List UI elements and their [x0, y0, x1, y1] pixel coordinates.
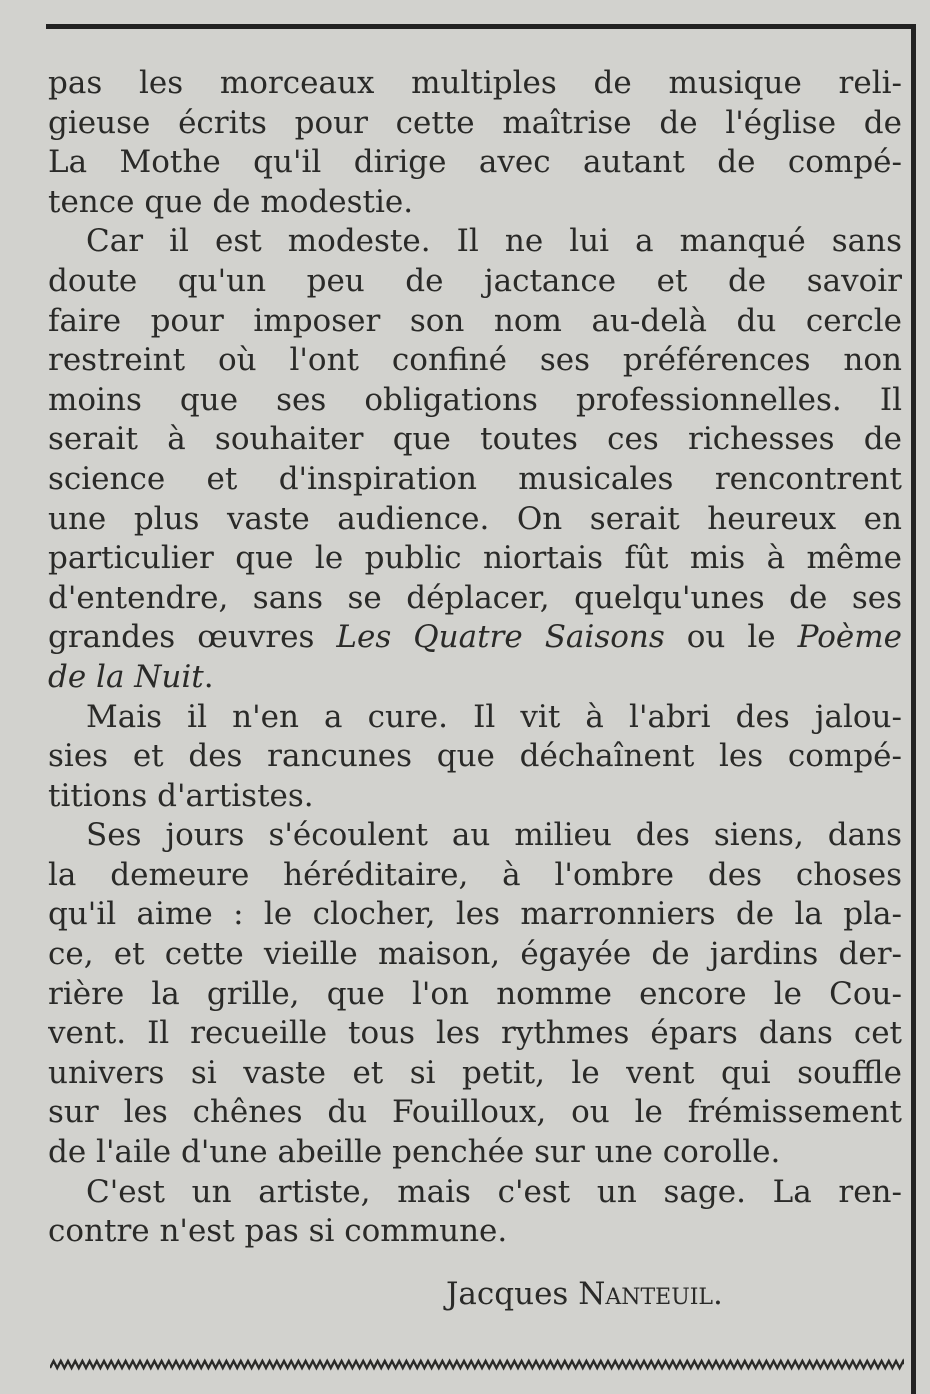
- text-line: une plus vaste audience. On serait heureux en: [48, 500, 902, 537]
- text-run: ou le: [664, 619, 798, 656]
- italic-title: de la Nuit: [48, 658, 204, 695]
- text-line: qu'il aime : le clocher, les marronniers de la pla-: [48, 896, 902, 933]
- text-line: sies et des rancunes que déchaînent les compé-: [48, 738, 902, 775]
- text-line: tence que de modestie.: [48, 183, 414, 220]
- text-line: rière la grille, que l'on nomme encore le Cou-: [48, 975, 902, 1012]
- text-run: .: [203, 658, 214, 695]
- text-line: doute qu'un peu de jactance et de savoir: [48, 262, 902, 299]
- wavy-separator: [50, 1356, 904, 1374]
- author-signature: [446, 1274, 902, 1314]
- text-line: sur les chênes du Fouilloux, ou le frémissement: [48, 1094, 902, 1131]
- text-line: particulier que le public niortais fût mis à même: [48, 540, 902, 577]
- text-line: C'est un artiste, mais c'est un sage. La ren-: [86, 1173, 902, 1210]
- text-line: science et d'inspiration musicales rencontrent: [48, 460, 902, 497]
- italic-title: Poème: [797, 619, 902, 656]
- column-rule: [911, 24, 916, 1394]
- text-line: Mais il n'en a cure. Il vit à l'abri des jalou-: [86, 698, 902, 735]
- author-last-name: Nanteuil: [578, 1276, 714, 1312]
- author-first-name: Jacques: [446, 1276, 569, 1312]
- text-line: faire pour imposer son nom au-delà du cercle: [48, 302, 902, 339]
- text-line: restreint où l'ont confiné ses préférences non: [48, 342, 902, 379]
- text-line: moins que ses obligations professionnelles. Il: [48, 381, 902, 418]
- text-line: contre n'est pas si commune.: [48, 1213, 508, 1250]
- text-line: Car il est modeste. Il ne lui a manqué sans: [86, 223, 902, 260]
- article-column: [48, 64, 902, 1252]
- text-line: univers si vaste et si petit, le vent qui souffle: [48, 1054, 902, 1091]
- text-line: Ses jours s'écoulent au milieu des siens, dans: [86, 817, 902, 854]
- text-line: la demeure héréditaire, à l'ombre des choses: [48, 856, 902, 893]
- text-line: La Mothe qu'il dirige avec autant de compé-: [48, 144, 902, 181]
- text-run: grandes œuvres: [48, 619, 337, 656]
- text-line-with-title: [48, 658, 902, 698]
- text-line: serait à souhaiter que toutes ces richesses de: [48, 421, 902, 458]
- text-line: gieuse écrits pour cette maîtrise de l'église de: [48, 104, 902, 141]
- signature-period: .: [713, 1276, 723, 1312]
- top-rule: [46, 24, 912, 29]
- text-line: vent. Il recueille tous les rythmes épars dans cet: [48, 1015, 902, 1052]
- text-line: de l'aile d'une abeille penchée sur une corolle.: [48, 1134, 781, 1171]
- text-line: titions d'artistes.: [48, 777, 314, 814]
- text-line: pas les morceaux multiples de musique reli-: [48, 65, 902, 101]
- text-line: ce, et cette vieille maison, égayée de jardins der-: [48, 936, 902, 973]
- italic-title: Les Quatre Saisons: [336, 619, 665, 656]
- text-line-with-title: [48, 618, 902, 658]
- text-line: d'entendre, sans se déplacer, quelqu'unes de ses: [48, 579, 902, 616]
